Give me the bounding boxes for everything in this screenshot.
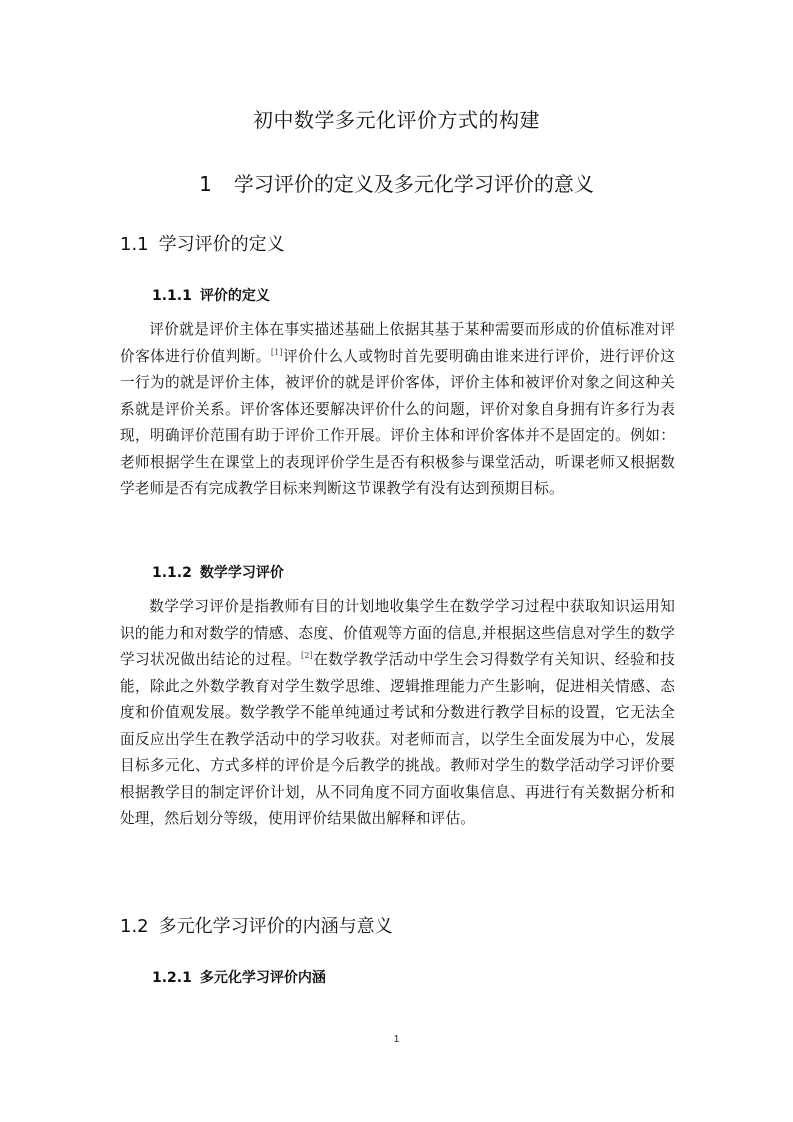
section-title: 数学学习评价 [199,565,284,581]
paragraph-text: 评价就是评价主体在事实描述基础上依据其基于某种需要而形成的价值标准对评价客体进行价值判断。 [120,321,675,365]
section-number: 1.1.1 [152,288,192,304]
section-1-1-1-heading [152,285,270,305]
paragraph-text: 评价什么人或物时首先要明确由谁来进行评价，进行评价这一行为的就是评价主体，被评价的就是评价客体，评价主体和被评价对象之间这种关系就是评价关系。评价客体还要解决评价什么的问题，评价对象自身拥有许多行为表现，明确评价范围有助于评价工作开展。评价主体和评价客体并不是固定的。例如：老师根据学生在课堂上的表现评价学生是否有积极参与课堂活动，听课老师又根据数学老师是否有完成教学目标来判断这节课教学有没有达到预期目标。 [120,347,675,497]
paragraph-text: 数学学习评价是指教师有目的计划地收集学生在数学学习过程中获取知识运用知识的能力和对数学的情感、态度、价值观等方面的信息,并根据这些信息对学生的数学学习状况做出结论的过程。 [120,598,675,668]
page-number: 1 [393,1034,400,1045]
section-title: 学习评价的定义及多元化学习评价的意义 [233,172,594,196]
paragraph-text: 在数学教学活动中学生会习得数学有关知识、经验和技能，除此之外数学教育对学生数学思维、逻辑推理能力产生影响，促进相关情感、态度和价值观发展。数学教学不能单纯通过考试和分数进行教学目标的设置，它无法全面反应出学生在教学活动中的学习收获。对老师而言，以学生全面发展为中心，发展目标多元化、方式多样的评价是今后教学的挑战。教师对学生的数学活动学习评价要根据教学目的制定评价计划，从不同角度不同方面收集信息、再进行有关数据分析和处理，然后划分等级，使用评价结果做出解释和评估。 [120,651,675,827]
paragraph-evaluation-definition [120,317,675,503]
section-1-2-heading [120,912,393,938]
section-title: 评价的定义 [199,288,270,304]
section-number: 1 [199,172,212,196]
section-1-1-heading [120,230,285,256]
section-number: 1.2 [120,916,149,937]
section-title: 学习评价的定义 [158,234,285,255]
document-title: 初中数学多元化评价方式的构建 [253,108,540,132]
section-1-1-2-heading [152,562,284,582]
section-1-2-1-heading [152,967,326,987]
section-title: 多元化学习评价的内涵与意义 [158,916,393,937]
section-title: 多元化学习评价内涵 [199,970,326,986]
section-number: 1.2.1 [152,970,192,986]
citation-marker: [1] [270,347,283,357]
citation-marker: [2] [301,651,313,661]
section-1-heading [0,168,793,197]
paragraph-math-learning-evaluation [120,594,675,833]
section-number: 1.1 [120,234,149,255]
section-number: 1.1.2 [152,565,192,581]
